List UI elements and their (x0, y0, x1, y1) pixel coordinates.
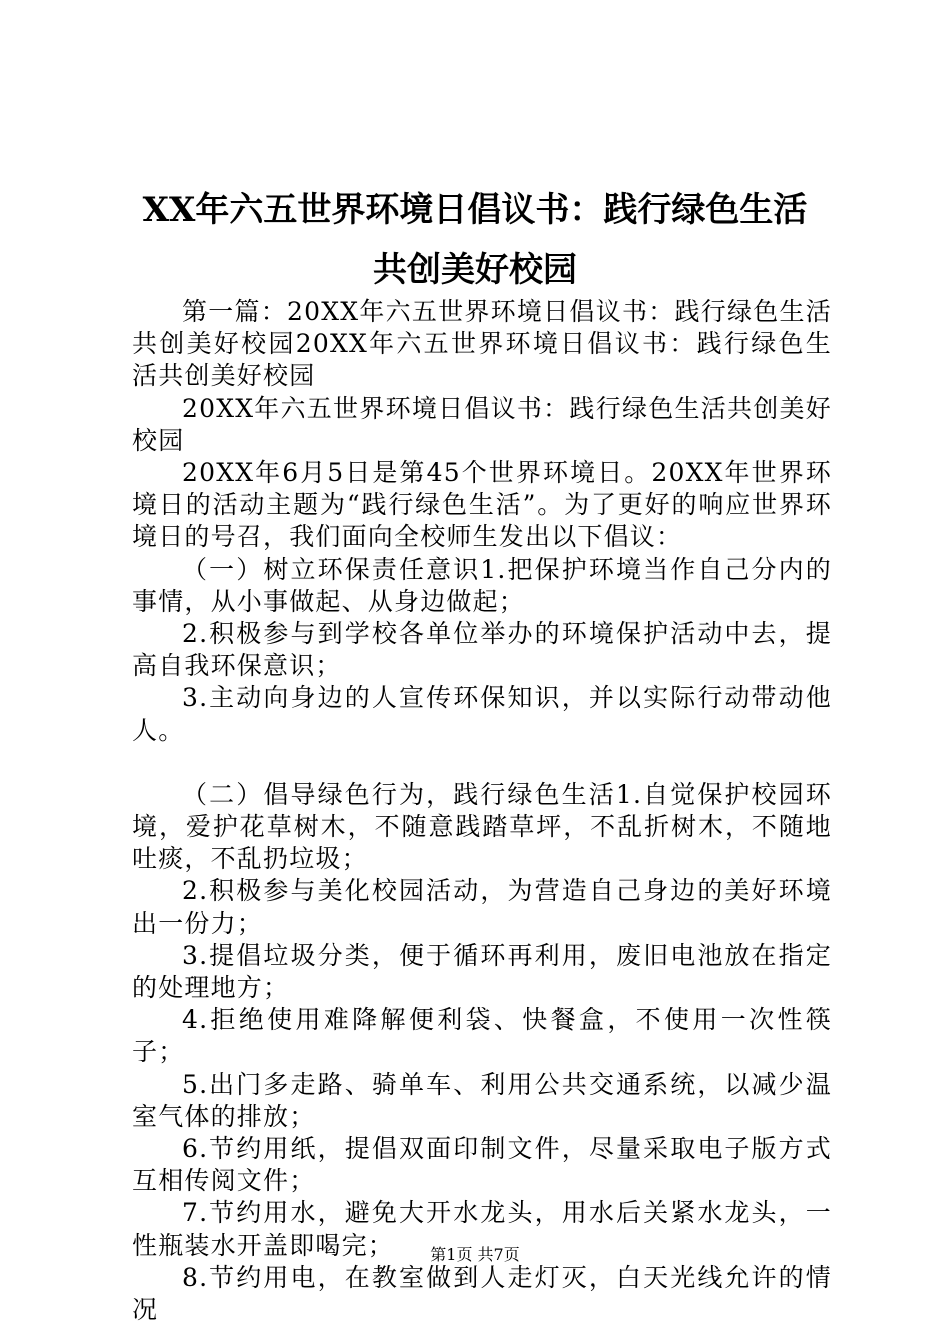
page-number-footer: 第1页 共7页 (430, 1245, 520, 1264)
document-body (132, 296, 832, 1326)
paragraph: 3.提倡垃圾分类，便于循环再利用，废旧电池放在指定的处理地方； (132, 940, 832, 1003)
paragraph: 6.节约用纸，提倡双面印制文件，尽量采取电子版方式互相传阅文件； (132, 1134, 832, 1196)
paragraph: 20XX年六五世界环境日倡议书：践行绿色生活共创美好校园 (132, 393, 832, 455)
paragraph: （二）倡导绿色行为，践行绿色生活1.自觉保护校园环境，爱护花草树木，不随意践踏草坪，不乱折树木，不随地吐痰，不乱扔垃圾； (132, 779, 832, 874)
paragraph: 2.积极参与到学校各单位举办的环境保护活动中去，提高自我环保意识； (132, 619, 832, 681)
document-title-line-2: 共创美好校园 (373, 250, 577, 290)
paragraph: 3.主动向身边的人宣传环保知识，并以实际行动带动他人。 (132, 683, 832, 745)
paragraph: 20XX年6月5日是第45个世界环境日。20XX年世界环境日的活动主题为“践行绿色生活”。为了更好的响应世界环境日的号召，我们面向全校师生发出以下倡议： (132, 458, 832, 552)
paragraph: 7.节约用水，避免大开水龙头，用水后关紧水龙头，一性瓶装水开盖即喝完； (132, 1198, 832, 1260)
paragraph: 4.拒绝使用难降解便利袋、快餐盒，不使用一次性筷子； (132, 1005, 832, 1067)
document-title-line-1: XX年六五世界环境日倡议书：践行绿色生活 (142, 190, 808, 230)
paragraph: 2.积极参与美化校园活动，为营造自己身边的美好环境出一份力； (132, 876, 832, 938)
paragraph: 第一篇：20XX年六五世界环境日倡议书：践行绿色生活共创美好校园20XX年六五世界环境日倡议书：践行绿色生活共创美好校园 (132, 297, 832, 391)
paragraph: （一）树立环保责任意识1.把保护环境当作自己分内的事情，从小事做起、从身边做起； (132, 554, 832, 616)
paragraph: 8.节约用电，在教室做到人走灯灭，白天光线允许的情况 (132, 1262, 832, 1325)
paragraph: 5.出门多走路、骑单车、利用公共交通系统，以减少温室气体的排放； (132, 1069, 832, 1131)
